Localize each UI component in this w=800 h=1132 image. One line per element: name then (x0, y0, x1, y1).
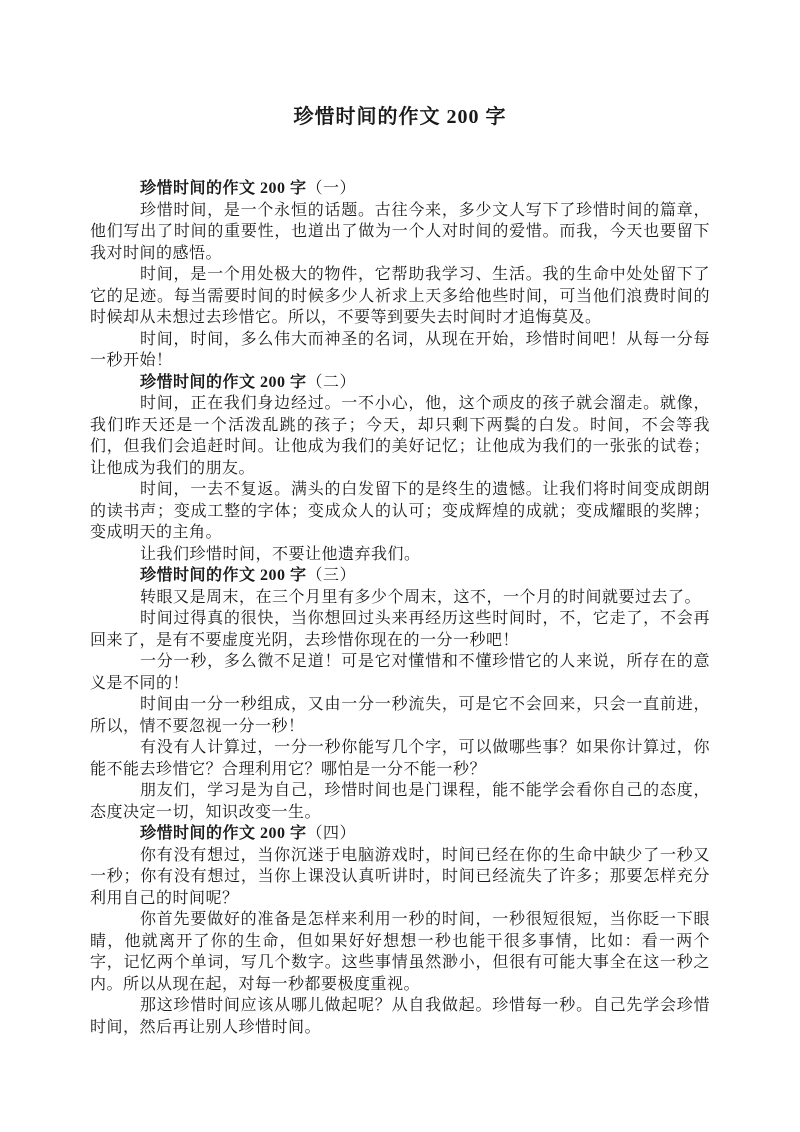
document-body (90, 178, 710, 1038)
essay-section-4 (90, 823, 710, 1038)
paragraph: 时间由一分一秒组成，又由一分一秒流失，可是它不会回来，只会一直前进，所以，情不要忽视一分一秒！ (90, 696, 710, 735)
section-3-heading (90, 565, 710, 587)
paragraph: 让我们珍惜时间，不要让他遗弃我们。 (140, 545, 421, 563)
paragraph: 时间，时间，多么伟大而神圣的名词，从现在开始，珍惜时间吧！从每一分每一秒开始！ (90, 330, 710, 369)
section-4-heading-text: 珍惜时间的作文 200 字 (140, 825, 307, 842)
essay-section-3 (90, 565, 710, 823)
paragraph: 时间过得真的很快，当你想回过头来再经历这些时间时，不，它走了，不会再回来了，是有不要虚度光阴，去珍惜你现在的一分一秒吧！ (90, 610, 710, 649)
paragraph: 珍惜时间，是一个永恒的话题。古往今来，多少文人写下了珍惜时间的篇章，他们写出了时间的重要性，也道出了做为一个人对时间的爱惜。而我，今天也要留下我对时间的感悟。 (90, 201, 710, 262)
document-title: 珍惜时间的作文 200 字 (293, 106, 507, 128)
section-4-heading-number: （四） (306, 825, 357, 842)
section-3-heading-number: （三） (306, 567, 357, 584)
paragraph: 有没有人计算过，一分一秒你能写几个字，可以做哪些事？如果你计算过，你能不能去珍惜它？合理利用它？哪怕是一分不能一秒？ (90, 739, 710, 778)
paragraph: 时间，一去不复返。满头的白发留下的是终生的遗憾。让我们将时间变成朗朗的读书声；变成工整的字体；变成众人的认可；变成辉煌的成就；变成耀眼的奖牌；变成明天的主角。 (90, 481, 710, 541)
paragraph: 转眼又是周末，在三个月里有多少个周末，这不，一个月的时间就要过去了。 (140, 588, 702, 606)
paragraph: 你首先要做好的准备是怎样来利用一秒的时间，一秒很短很短，当你眨一下眼睛，他就离开了你的生命，但如果好好想想一秒也能干很多事情，比如：看一两个字，记忆两个单词，写几个数字。这些事情虽然渺小，但很有可能大事全在这一秒之内。所以从现在起，对每一秒都要极度重视。 (90, 911, 710, 993)
section-1-heading-number: （一） (306, 180, 357, 197)
paragraph: 那这珍惜时间应该从哪儿做起呢？从自我做起。珍惜每一秒。自己先学会珍惜时间，然后再让别人珍惜时间。 (90, 997, 710, 1036)
paragraph: 时间，是一个用处极大的物件，它帮助我学习、生活。我的生命中处处留下了它的足迹。每当需要时间的时候多少人祈求上天多给他些时间，可当他们浪费时间的时候却从未想过去珍惜它。所以，不要等到要失去时间时才追悔莫及。 (90, 266, 710, 326)
section-1-heading-text: 珍惜时间的作文 200 字 (140, 180, 307, 197)
paragraph: 时间，正在我们身边经过。一不小心，他，这个顽皮的孩子就会溜走。就像，我们昨天还是一个活泼乱跳的孩子；今天，却只剩下两鬓的白发。时间，不会等我们，但我们会追赶时间。让他成为我们的美好记忆；让他成为我们的一张张的试卷；让他成为我们的朋友。 (90, 395, 710, 477)
section-2-heading-number: （二） (306, 373, 357, 391)
paragraph: 你有没有想过，当你沉迷于电脑游戏时，时间已经在你的生命中缺少了一秒又一秒；你有没有想过，当你上课没认真听讲时，时间已经流失了许多；那要怎样充分利用自己的时间呢？ (90, 846, 710, 907)
essay-section-2 (90, 372, 710, 566)
section-1-heading (90, 178, 710, 200)
paragraph: 一分一秒，多么微不足道！可是它对懂惜和不懂珍惜它的人来说，所存在的意义是不同的！ (90, 653, 710, 692)
essay-section-1 (90, 178, 710, 372)
section-2-heading (90, 372, 710, 394)
section-3-heading-text: 珍惜时间的作文 200 字 (140, 567, 307, 584)
section-2-heading-text: 珍惜时间的作文 200 字 (140, 373, 307, 391)
paragraph: 朋友们，学习是为自己，珍惜时间也是门课程，能不能学会看你自己的态度，态度决定一切，知识改变一生。 (90, 782, 710, 821)
section-4-heading (90, 823, 710, 845)
